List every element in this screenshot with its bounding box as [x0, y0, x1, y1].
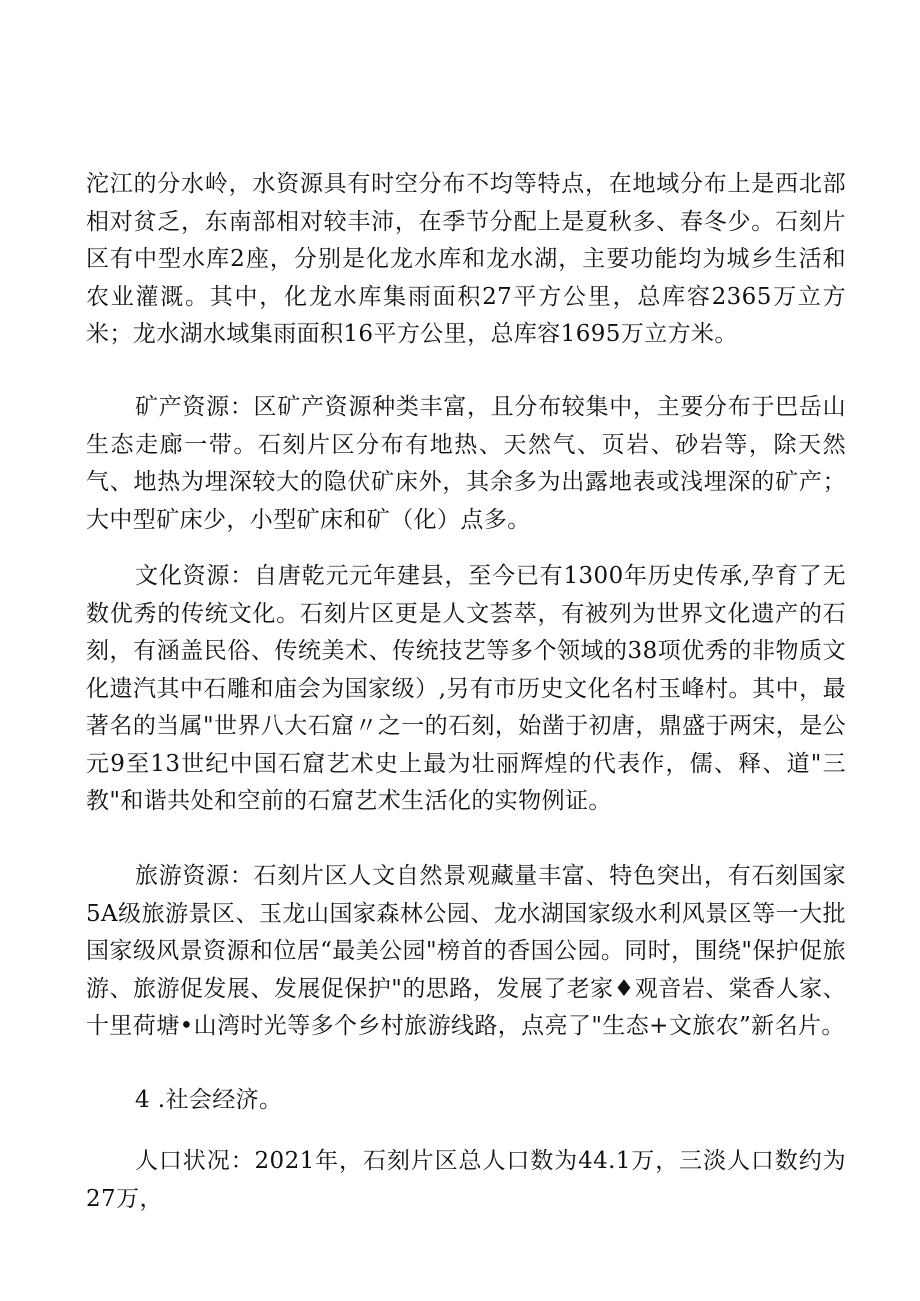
cultural-resources-paragraph: 文化资源：自唐乾元元年建县，至今已有1300年历史传承,孕育了无数优秀的传统文化。石刻片区更是人文荟萃，有被列为世界文化遗产的石刻，有涵盖民俗、传统美术、传统技艺等多个领域的38项优秀的非物质文化遗汽其中石雕和庙会为国家级）,另有市历史文化名村玉峰村。其中，最著名的当属"世界八大石窟〃之一的石刻，始凿于初唐，鼎盛于两宋，是公元9至13世纪中国石窟艺术史上最为壮丽辉煌的代表作，儒、释、道"三教"和谐共处和空前的石窟艺术生活化的实物例证。	[86, 563, 846, 814]
tourism-resources-paragraph: 旅游资源：石刻片区人文自然景观藏量丰富、特色突出，有石刻国家5A级旅游景区、玉龙山国家森林公园、龙水湖国家级水利风景区等一大批国家级风景资源和位居“最美公园"榜首的香国公园。同时，围绕"保护促旅游、旅游促发展、发展促保护"的思路，发展了老家♦观音岩、棠香人家、十里荷塘•山湾时光等多个乡村旅游线路，点亮了"生态+文旅农”新名片。	[86, 863, 846, 1039]
water-resources-paragraph: 沱江的分水岭，水资源具有时空分布不均等特点，在地域分布上是西北部相对贫乏，东南部相对较丰沛，在季节分配上是夏秋多、春冬少。石刻片区有中型水库2座，分别是化龙水库和龙水湖，主要功能均为城乡生活和农业灌溉。其中，化龙水库集雨面积27平方公里，总库容2365万立方米；龙水湖水域集雨面积16平方公里，总库容1695万立方米。	[86, 171, 846, 347]
population-paragraph: 人口状况：2021年，石刻片区总人口数为44.1万，三淡人口数约为27万，	[86, 1148, 846, 1212]
section-heading-social-economy: 4 .社会经济。	[135, 1087, 283, 1113]
mineral-resources-paragraph: 矿产资源：区矿产资源种类丰富，且分布较集中，主要分布于巴岳山生态走廊一带。石刻片区分布有地热、天然气、页岩、砂岩等，除天然气、地热为埋深较大的隐伏矿床外，其余多为出露地表或浅埋深的矿产；大中型矿床少，小型矿床和矿（化）点多。	[86, 394, 846, 533]
